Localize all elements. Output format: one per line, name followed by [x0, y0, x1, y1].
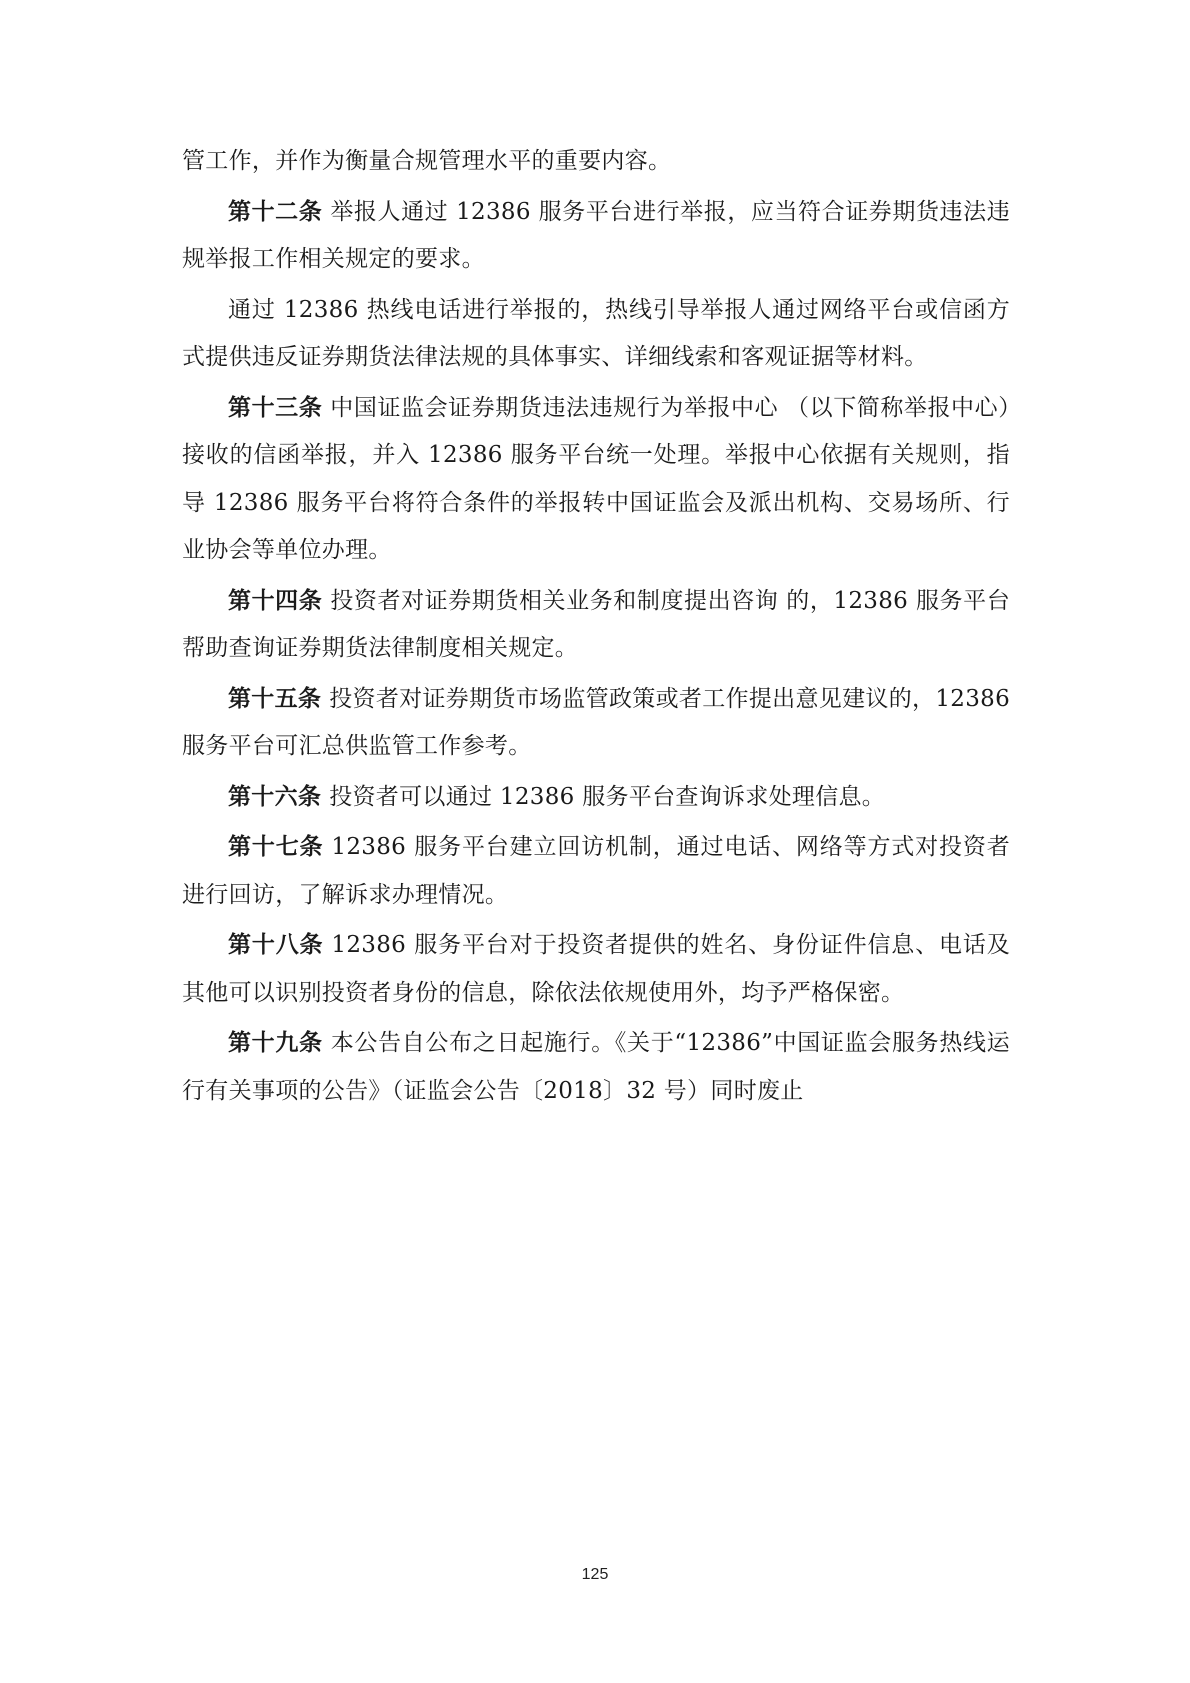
article-number: 第十五条	[228, 685, 322, 712]
paragraph-text: 投资者对证券期货相关业务和制度提出咨询 的，12386 服务平台帮助查询证券期货法律制度相关规定。	[182, 587, 1011, 661]
article-12	[182, 189, 1010, 284]
article-number: 第十七条	[228, 834, 324, 860]
article-19	[182, 1020, 1010, 1115]
paragraph-hotline	[182, 287, 1010, 382]
article-18	[182, 922, 1010, 1017]
article-number: 第十六条	[228, 783, 322, 810]
article-number: 第十八条	[228, 932, 324, 958]
paragraph-text: 举报人通过 12386 服务平台进行举报，应当符合证券期货违法违规举报工作相关规定的要求。	[182, 198, 1011, 272]
article-15	[182, 676, 1010, 771]
paragraph-text: 投资者可以通过 12386 服务平台查询诉求处理信息。	[329, 783, 886, 810]
article-14	[182, 578, 1010, 673]
paragraph-text: 管工作，并作为衡量合规管理水平的重要内容。	[182, 148, 672, 174]
article-16	[182, 774, 1010, 822]
page-number: 125	[581, 1566, 609, 1583]
paragraph-text: 12386 服务平台建立回访机制，通过电话、网络等方式对投资者进行回访，了解诉求办理情况。	[182, 834, 1011, 908]
article-17	[182, 824, 1010, 919]
paragraph-continuation	[182, 138, 1010, 186]
paragraph-text: 12386 服务平台对于投资者提供的姓名、身份证件信息、电话及其他可以识别投资者身份的信息，除依法依规使用外，均予严格保密。	[182, 932, 1011, 1006]
paragraph-text: 通过 12386 热线电话进行举报的，热线引导举报人通过网络平台或信函方式提供违反证券期货法律法规的具体事实、详细线索和客观证据等材料。	[182, 296, 1010, 370]
article-13	[182, 385, 1010, 575]
article-number: 第十四条	[228, 587, 323, 614]
article-number: 第十九条	[228, 1030, 323, 1056]
document-body	[182, 138, 1010, 1118]
article-number: 第十二条	[228, 198, 323, 225]
paragraph-text: 中国证监会证券期货违法违规行为举报中心 （以下简称举报中心）接收的信函举报，并入 12386 服务平台统一处理。举报中心依据有关规则，指导 12386 服务平台将符合条件的举报转中国证监会及派出机构、交易场所、行业协会等单位办理。	[182, 394, 1011, 563]
paragraph-text: 本公告自公布之日起施行。《关于“12386”中国证监会服务热线运行有关事项的公告》（证监会公告〔2018〕32 号）同时废止	[182, 1030, 1010, 1104]
article-number: 第十三条	[228, 394, 323, 421]
paragraph-text: 投资者对证券期货市场监管政策或者工作提出意见建议的，12386 服务平台可汇总供监管工作参考。	[182, 685, 1011, 759]
